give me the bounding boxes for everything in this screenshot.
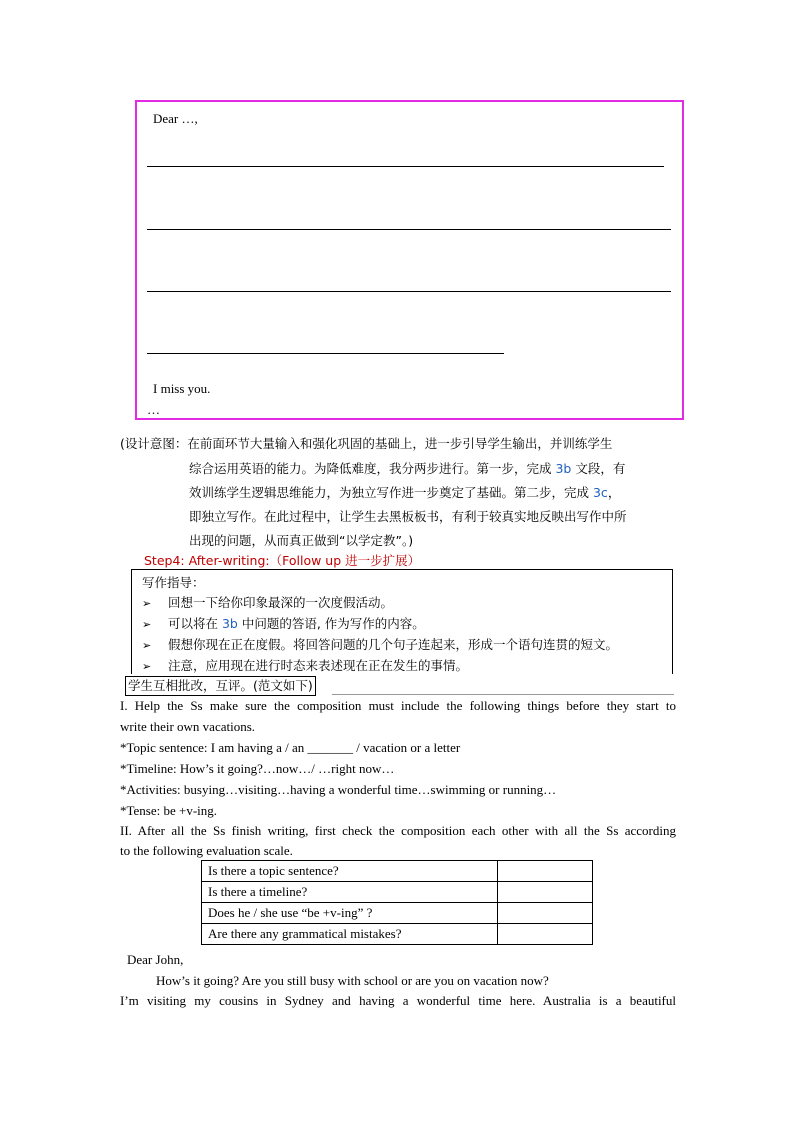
guide-item: ➢ 注意，应用现在进行时态来表述现在正在发生的事情。 bbox=[142, 658, 469, 673]
evaluation-scale-table bbox=[201, 860, 593, 945]
arrow-bullet-icon: ➢ bbox=[142, 597, 152, 610]
instruction-part2-line2: to the following evaluation scale. bbox=[120, 843, 293, 858]
instruction-part1-line2: write their own vacations. bbox=[120, 719, 256, 734]
letter-ellipsis: … bbox=[147, 402, 160, 417]
design-intent-line-5: 出现的问题，从而真正做到“以学定教”。) bbox=[189, 533, 414, 548]
writing-line-1 bbox=[147, 166, 664, 167]
design-intent-line-1: (设计意图：在前面环节大量输入和强化巩固的基础上，进一步引导学生输出，并训练学生 bbox=[120, 436, 613, 451]
arrow-bullet-icon: ➢ bbox=[142, 639, 152, 652]
instruction-part2-line1: II. After all the Ss finish writing, first check the composition each other with all the Ss according bbox=[120, 823, 676, 838]
letter-closing: I miss you. bbox=[153, 381, 211, 396]
table-row bbox=[202, 924, 593, 945]
checklist-topic: *Topic sentence: I am having a / an _______ / vacation or a letter bbox=[120, 740, 461, 755]
writing-guide-box bbox=[131, 569, 673, 674]
peer-review-title: 学生互相批改，互评。(范文如下) bbox=[125, 676, 316, 696]
table-row bbox=[202, 882, 593, 903]
checklist-activities: *Activities: busying…visiting…having a wonderful time…swimming or running… bbox=[120, 782, 557, 797]
writing-line-4 bbox=[147, 353, 504, 354]
design-intent-line-2: 综合运用英语的能力。为降低难度，我分两步进行。第一步，完成 3b 文段，有 bbox=[189, 461, 626, 476]
writing-line-3 bbox=[147, 291, 671, 292]
letter-template-frame bbox=[135, 100, 684, 420]
writing-guide-heading: 写作指导： bbox=[142, 575, 205, 590]
evaluation-question: Are there any grammatical mistakes? bbox=[202, 924, 498, 945]
step4-title: Step4: After-writing:（Follow up 进一步扩展） bbox=[144, 553, 421, 568]
table-row bbox=[202, 861, 593, 882]
instruction-part1-line1: I. Help the Ss make sure the composition must include the following things before they start to bbox=[120, 698, 676, 713]
evaluation-answer-cell bbox=[498, 882, 593, 903]
guide-item: ➢ 回想一下给你印象最深的一次度假活动。 bbox=[142, 595, 394, 610]
evaluation-question: Does he / she use “be +v-ing” ? bbox=[202, 903, 498, 924]
guide-item: ➢ 假想你现在正在度假。将回答问题的几个句子连起来，形成一个语句连贯的短文。 bbox=[142, 637, 619, 652]
evaluation-question: Is there a timeline? bbox=[202, 882, 498, 903]
checklist-timeline: *Timeline: How’s it going?…now…/ …right now… bbox=[120, 761, 395, 776]
design-intent-line-3: 效训练学生逻辑思维能力，为独立写作进一步奠定了基础。第二步，完成 3c， bbox=[189, 485, 621, 500]
arrow-bullet-icon: ➢ bbox=[142, 660, 152, 673]
checklist-tense: *Tense: be +v-ing. bbox=[120, 803, 218, 818]
guide-item: ➢ 可以将在 3b 中问题的答语, 作为写作的内容。 bbox=[142, 616, 425, 631]
evaluation-answer-cell bbox=[498, 861, 593, 882]
sample-letter-line1: How’s it going? Are you still busy with school or are you on vacation now? bbox=[156, 973, 549, 988]
writing-line-2 bbox=[147, 229, 671, 230]
evaluation-question: Is there a topic sentence? bbox=[202, 861, 498, 882]
sample-letter-line2: I’m visiting my cousins in Sydney and having a wonderful time here. Australia is a beautiful bbox=[120, 993, 676, 1008]
sample-letter-salutation: Dear John, bbox=[127, 952, 184, 967]
evaluation-answer-cell bbox=[498, 924, 593, 945]
arrow-bullet-icon: ➢ bbox=[142, 618, 152, 631]
letter-salutation: Dear …, bbox=[153, 111, 198, 126]
evaluation-answer-cell bbox=[498, 903, 593, 924]
design-intent-line-4: 即独立写作。在此过程中，让学生去黑板板书，有利于较真实地反映出写作中所 bbox=[189, 509, 627, 524]
table-row bbox=[202, 903, 593, 924]
